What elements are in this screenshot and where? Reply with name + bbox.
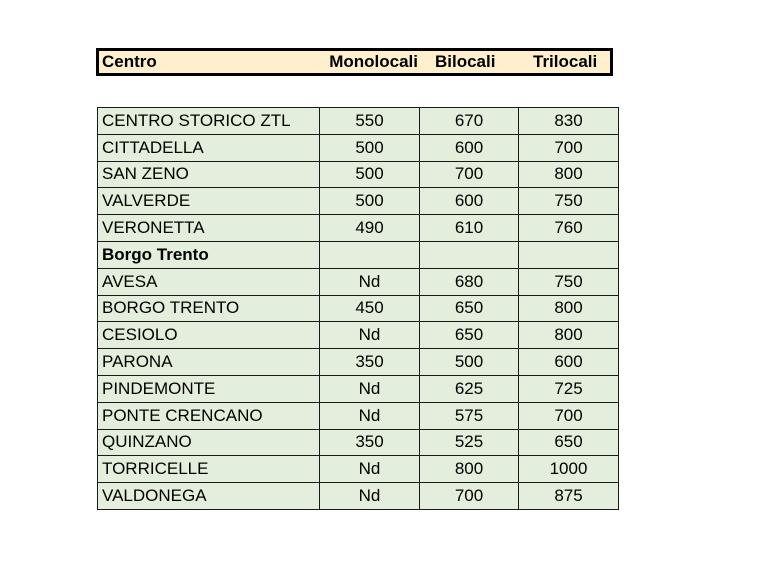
cell-zone: CENTRO STORICO ZTL [98, 108, 320, 135]
cell-trilocali: 875 [519, 483, 619, 510]
price-table-body [98, 108, 619, 510]
cell-bilocali: 600 [420, 188, 519, 215]
cell-bilocali: 600 [420, 134, 519, 161]
table-row [98, 161, 619, 188]
cell-trilocali: 600 [519, 349, 619, 376]
cell-zone: VALDONEGA [98, 483, 320, 510]
cell-monolocali: Nd [320, 322, 420, 349]
cell-monolocali: 500 [320, 134, 420, 161]
cell-monolocali: Nd [320, 456, 420, 483]
cell-zone: CESIOLO [98, 322, 320, 349]
cell-bilocali: 575 [420, 402, 519, 429]
table-row [98, 456, 619, 483]
cell-bilocali: 670 [420, 108, 519, 135]
table-header [96, 48, 613, 76]
cell-zone: PINDEMONTE [98, 375, 320, 402]
cell-zone: SAN ZENO [98, 161, 320, 188]
cell-zone: TORRICELLE [98, 456, 320, 483]
cell-trilocali: 725 [519, 375, 619, 402]
table-row [98, 188, 619, 215]
header-monolocali: Monolocali [329, 52, 418, 71]
cell-monolocali: 450 [320, 295, 420, 322]
cell-zone: PARONA [98, 349, 320, 376]
table-row [98, 215, 619, 242]
cell-monolocali: 550 [320, 108, 420, 135]
cell-bilocali: 625 [420, 375, 519, 402]
cell-monolocali: 500 [320, 161, 420, 188]
group-row [98, 241, 619, 268]
cell-monolocali [320, 241, 420, 268]
cell-trilocali: 700 [519, 402, 619, 429]
cell-trilocali [519, 241, 619, 268]
cell-trilocali: 760 [519, 215, 619, 242]
header-trilocali: Trilocali [533, 52, 598, 71]
cell-zone: CITTADELLA [98, 134, 320, 161]
cell-bilocali: 650 [420, 322, 519, 349]
table-row [98, 349, 619, 376]
table-row [98, 375, 619, 402]
cell-bilocali: 700 [420, 161, 519, 188]
cell-trilocali: 700 [519, 134, 619, 161]
cell-trilocali: 800 [519, 295, 619, 322]
table-row [98, 108, 619, 135]
cell-zone: AVESA [98, 268, 320, 295]
table-row [98, 322, 619, 349]
cell-trilocali: 650 [519, 429, 619, 456]
cell-bilocali: 680 [420, 268, 519, 295]
cell-monolocali: 490 [320, 215, 420, 242]
cell-monolocali: Nd [320, 483, 420, 510]
cell-monolocali: 500 [320, 188, 420, 215]
table-row [98, 402, 619, 429]
cell-trilocali: 750 [519, 268, 619, 295]
cell-trilocali: 800 [519, 161, 619, 188]
table-row [98, 429, 619, 456]
cell-zone: Borgo Trento [98, 241, 320, 268]
header-bilocali: Bilocali [435, 52, 496, 71]
cell-monolocali: Nd [320, 375, 420, 402]
cell-bilocali: 500 [420, 349, 519, 376]
table-row [98, 295, 619, 322]
price-table [97, 107, 619, 510]
cell-bilocali: 800 [420, 456, 519, 483]
cell-zone: BORGO TRENTO [98, 295, 320, 322]
cell-monolocali: Nd [320, 402, 420, 429]
table-row [98, 483, 619, 510]
cell-zone: PONTE CRENCANO [98, 402, 320, 429]
cell-monolocali: 350 [320, 349, 420, 376]
cell-bilocali: 650 [420, 295, 519, 322]
cell-trilocali: 800 [519, 322, 619, 349]
cell-zone: QUINZANO [98, 429, 320, 456]
cell-bilocali: 610 [420, 215, 519, 242]
cell-bilocali: 525 [420, 429, 519, 456]
table-row [98, 268, 619, 295]
cell-bilocali [420, 241, 519, 268]
cell-bilocali: 700 [420, 483, 519, 510]
cell-monolocali: Nd [320, 268, 420, 295]
cell-trilocali: 750 [519, 188, 619, 215]
cell-trilocali: 1000 [519, 456, 619, 483]
cell-zone: VALVERDE [98, 188, 320, 215]
table-row [98, 134, 619, 161]
cell-trilocali: 830 [519, 108, 619, 135]
header-centro: Centro [102, 52, 157, 71]
cell-zone: VERONETTA [98, 215, 320, 242]
cell-monolocali: 350 [320, 429, 420, 456]
